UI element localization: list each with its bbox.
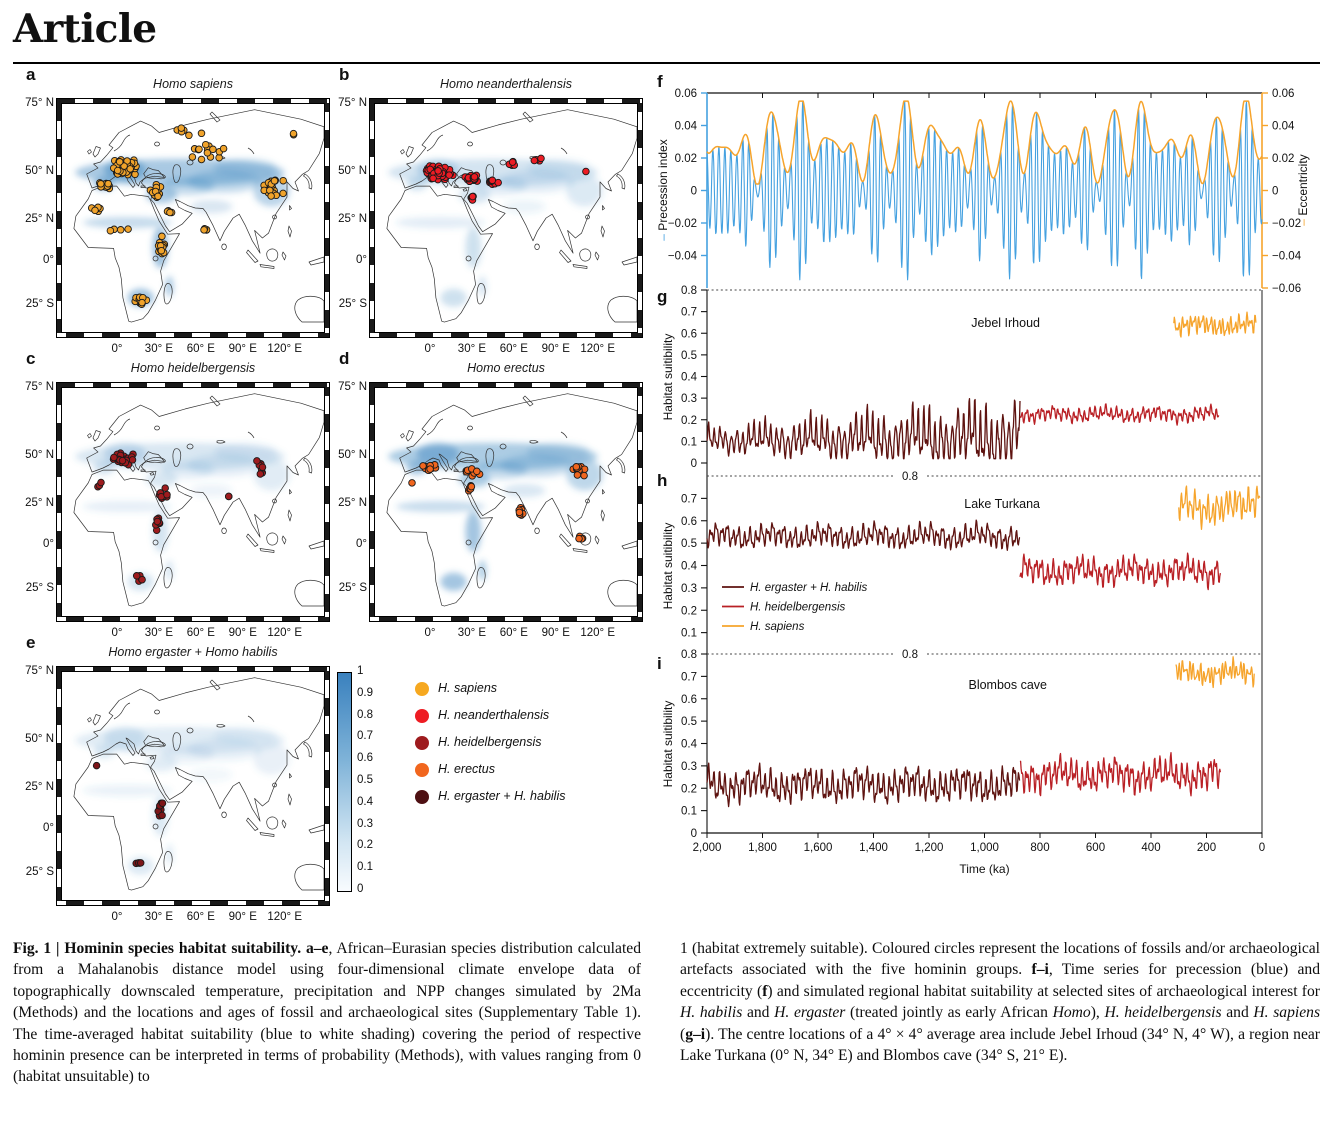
lat-tick-label: 25° N (25, 781, 54, 794)
fossil-dot (178, 125, 185, 132)
fossil-dot (159, 800, 166, 807)
inland-seas (114, 135, 254, 261)
lon-tick-label: 90° E (228, 911, 257, 923)
fossil-dot (271, 178, 278, 185)
lon-tick-label: 120° E (267, 911, 303, 923)
y-axis-title-g: Habitat suitibility (661, 333, 675, 421)
lat-tick-label: 0° (43, 822, 54, 835)
fossil-dot (125, 226, 132, 233)
lat-tick-label: 75° N (25, 97, 54, 109)
site-label-g: Jebel Irhoud (971, 316, 1040, 330)
caption-run: H. heidelbergensis (1104, 1004, 1222, 1022)
y-tick-label: 0 (690, 828, 697, 840)
fossil-dot (93, 762, 100, 769)
series-h-h-sapiens (1179, 486, 1260, 529)
map-frame-b (369, 98, 643, 338)
legend-species-dot (415, 709, 429, 723)
time-tick-label: 1,200 (914, 842, 944, 854)
map-panel-letter-d: d (339, 349, 350, 368)
y-tick-label: 0.5 (681, 716, 697, 729)
y-axis-title-h: Habitat suitibility (661, 522, 675, 610)
lat-tick-label: 75° N (338, 97, 367, 109)
map-a (61, 103, 325, 333)
fossil-dot (489, 177, 496, 184)
fossil-dot (164, 491, 171, 498)
fossil-dot (581, 472, 588, 479)
fossil-dot (290, 130, 297, 137)
lon-tick-label: 90° E (541, 627, 570, 639)
fossil-dot (155, 193, 162, 200)
fossil-dot (189, 154, 196, 161)
f-right-tick-label: 0.06 (1272, 88, 1295, 100)
fossil-dot (409, 480, 416, 487)
f-right-tick-label: 0.04 (1272, 120, 1295, 133)
inland-seas (114, 419, 254, 545)
lon-tick-label: 60° E (186, 343, 215, 355)
fossil-dot (257, 471, 264, 478)
map-panel-letter-b: b (339, 65, 350, 84)
colorbar-tick-label: 0.1 (357, 861, 373, 874)
y-tick-label: 0.6 (681, 515, 697, 528)
fossil-dot (446, 172, 453, 179)
fossil-dot (107, 227, 114, 234)
caption-right-column (680, 938, 1320, 1066)
caption-run: Fig. 1 | Hominin species habitat suitability. (13, 940, 306, 957)
y-tick-label: 0.8 (681, 285, 697, 297)
y-tick-label: 0.6 (681, 693, 697, 706)
fossil-dot (198, 156, 205, 163)
lon-tick-label: 90° E (228, 627, 257, 639)
lon-tick-label: 30° E (144, 911, 174, 923)
lon-tick-label: 120° E (580, 343, 616, 355)
inland-seas (427, 419, 567, 545)
colorbar-tick-label: 0.4 (357, 795, 373, 808)
f-left-tick-label: 0 (690, 185, 697, 198)
legend-species-dot (415, 790, 429, 804)
time-tick-label: 1,400 (859, 842, 888, 854)
colorbar-tick-label: 0.7 (357, 730, 373, 743)
fossil-dot (220, 145, 227, 152)
lon-tick-label: 0° (424, 343, 436, 355)
time-axis-title: Time (ka) (959, 862, 1010, 876)
caption-run: f (762, 982, 768, 1000)
fossil-dot (127, 166, 134, 173)
lon-tick-label: 30° E (144, 627, 174, 639)
fossil-dot (196, 146, 203, 153)
fossil-dot (114, 167, 121, 174)
y-tick-label: 0.5 (681, 538, 697, 551)
time-tick-label: 1,000 (970, 842, 999, 854)
map-b (374, 103, 638, 333)
fossil-dot (98, 479, 105, 486)
series-h-h-heidelbergensis (1020, 553, 1220, 590)
colorbar-tick-label: 1 (357, 665, 364, 677)
caption-run: , African–Eurasian species distribution calculated from a Mahalanobis distance model using four-dimensional climate envelope data of topographically downscaled temperature, precipitation and NPP changes simulated by 2Ma (Methods) and the locations and ages of fossil and archaeological sites (Supplementary Table 1). The time-averaged habitat suitability (blue to white shading) covering the period of respective hominin presence can be interpreted in terms of probability (Methods), with values ranging from 0 (habitat unsuitable) to (13, 940, 641, 1086)
fossil-dot (98, 181, 105, 188)
f-right-tick-label: −0.02 (1272, 218, 1302, 230)
map-panel-letter-e: e (26, 633, 36, 652)
time-tick-label: 2,000 (692, 842, 722, 854)
series-g-h-sapiens (1174, 312, 1256, 337)
caption-run: 1 (habitat extremely suitable). Coloured circles represent the locations of fossils and/or archaeological artefacts associated with the five hominin groups. (680, 940, 1320, 979)
fossil-dot (154, 518, 161, 525)
map-frame-d (369, 382, 643, 622)
fossil-dot (225, 493, 232, 500)
colorbar-tick-label: 0.3 (357, 817, 373, 830)
caption-run: ). The centre locations of a 4° × 4° average area include Jebel Irhoud (34° N, 4° W), a region near Lake Turkana (0° N, 34° E) and Blombos cave (34° S, 21° E). (680, 1025, 1320, 1065)
fossil-dot (111, 454, 118, 461)
y-tick-label: 0 (690, 458, 697, 470)
fossil-dot (129, 457, 136, 464)
y-tick-label: 0.1 (681, 805, 697, 818)
f-left-tick-label: 0.06 (674, 88, 697, 100)
fossil-dot (133, 573, 140, 580)
time-tick-label: 1,600 (803, 842, 833, 854)
fossil-dot (202, 141, 209, 148)
caption-run: ( (680, 1025, 686, 1043)
colorbar-gradient (337, 672, 352, 892)
map-panel-letter-a: a (26, 65, 36, 84)
lon-tick-label: 0° (111, 627, 123, 639)
legend-species-dot (415, 682, 429, 696)
lon-tick-label: 120° E (580, 627, 616, 639)
legend-species-dot (415, 736, 429, 750)
lon-tick-label: 90° E (228, 343, 257, 355)
map-title-d: Homo erectus (467, 361, 545, 375)
fossil-dot (119, 457, 126, 464)
map-e (61, 671, 325, 901)
fossil-dot (254, 458, 261, 465)
legend-species-label: H. erectus (438, 762, 495, 776)
lat-tick-label: 0° (356, 538, 367, 551)
fossil-dot (162, 485, 169, 492)
series-precession (707, 101, 1262, 280)
fossil-dot (259, 464, 266, 471)
lat-tick-label: 25° S (338, 297, 367, 310)
f-right-tick-label: −0.04 (1272, 250, 1302, 263)
time-tick-label: 400 (1141, 842, 1161, 854)
map-title-c: Homo heidelbergensis (130, 361, 256, 375)
f-left-tick-label: −0.02 (667, 218, 697, 230)
fossil-dot (159, 233, 166, 240)
lon-tick-label: 120° E (267, 627, 303, 639)
panel-letter-i: i (657, 654, 662, 673)
caption-run: ), (1090, 1004, 1105, 1022)
f-right-tick-label: 0.02 (1272, 153, 1295, 165)
fossil-dot (117, 227, 124, 234)
caption-run: Homo (1052, 1004, 1091, 1022)
lat-tick-label: 25° N (25, 213, 54, 226)
caption-left-column (13, 938, 641, 1088)
y-tick-label: 0.1 (681, 436, 697, 449)
caption-run: ) and simulated regional habitat suitability at selected sites of archaeological interest for (767, 982, 1320, 1000)
fossil-site-dots (88, 125, 297, 308)
h-legend-label: H. sapiens (750, 621, 805, 633)
fossil-dot (427, 466, 434, 473)
lon-tick-label: 0° (111, 911, 123, 923)
colorbar-tick-label: 0.8 (357, 708, 373, 721)
y-tick-label: 0.3 (681, 582, 697, 595)
time-tick-label: 200 (1196, 842, 1217, 854)
series-g-h-heidelbergensis (1020, 404, 1219, 425)
fossil-dot (573, 464, 580, 471)
lat-tick-label: 75° N (338, 381, 367, 393)
lat-tick-label: 25° S (25, 297, 54, 310)
fossil-dot (509, 159, 516, 166)
lat-tick-label: 75° N (25, 665, 54, 677)
lat-tick-label: 25° S (25, 865, 54, 878)
panel-letter-f: f (657, 72, 663, 91)
y-tick-label: 0.7 (681, 306, 697, 319)
fossil-dot (167, 209, 174, 216)
legend-species-label: H. heidelbergensis (438, 735, 542, 749)
lon-tick-label: 0° (424, 627, 436, 639)
time-tick-label: 0 (1258, 842, 1266, 854)
fossil-dot (576, 535, 583, 542)
lat-tick-label: 50° N (25, 165, 54, 178)
lat-tick-label: 25° N (25, 497, 54, 510)
f-left-tick-label: 0.02 (674, 153, 697, 165)
colorbar-tick-label: 0.6 (357, 752, 373, 765)
lat-tick-label: 50° N (338, 449, 367, 462)
caption-run: f–i (1031, 961, 1049, 979)
fossil-dot (139, 299, 146, 306)
fossil-dot (280, 190, 287, 197)
lon-tick-label: 60° E (499, 627, 528, 639)
y-tick-label: 0.3 (681, 760, 697, 773)
fossil-dot (420, 463, 427, 470)
caption-run: H. habilis (680, 1004, 743, 1022)
lon-tick-label: 60° E (186, 911, 215, 923)
map-title-e: Homo ergaster + Homo habilis (108, 645, 278, 659)
time-tick-label: 800 (1030, 842, 1050, 854)
map-frame-a (56, 98, 330, 338)
map-panel-letter-c: c (26, 349, 36, 368)
y-tick-label: 0.4 (681, 371, 697, 384)
y-tick-label: 0.4 (681, 738, 697, 751)
lon-tick-label: 60° E (186, 627, 215, 639)
legend-species-label: H. ergaster + H. habilis (438, 789, 566, 803)
lon-tick-label: 30° E (457, 343, 487, 355)
f-left-tick-label: −0.04 (667, 250, 697, 263)
inland-seas (427, 135, 567, 261)
lon-tick-label: 120° E (267, 343, 303, 355)
f-left-tick-label: 0.04 (674, 120, 697, 133)
lat-tick-label: 75° N (25, 381, 54, 393)
fossil-dot (474, 468, 481, 475)
h-legend-label: H. ergaster + H. habilis (750, 582, 868, 594)
time-tick-label: 600 (1085, 842, 1106, 854)
caption-run: H. sapiens (1253, 1004, 1321, 1022)
fossil-dot (198, 130, 205, 137)
h-legend-label: H. heidelbergensis (750, 601, 846, 614)
y-tick-label: 0.7 (681, 493, 697, 506)
y-tick-label: 0.1 (681, 627, 697, 640)
fossil-dot (116, 159, 123, 166)
fossil-dot (186, 132, 193, 139)
fossil-dot (531, 157, 538, 164)
lat-tick-label: 0° (356, 254, 367, 267)
threshold-inline-label: 0.8 (902, 649, 918, 661)
colorbar-tick-label: 0.5 (357, 774, 373, 786)
map-title-b: Homo neanderthalensis (439, 77, 573, 91)
series-g-h-ergaster-h-habilis (707, 399, 1020, 459)
lat-tick-label: 25° N (338, 213, 367, 226)
legend-species-label: H. neanderthalensis (438, 708, 550, 722)
lat-tick-label: 50° N (25, 733, 54, 746)
caption-run: and (1221, 1004, 1254, 1022)
caption-run: H. ergaster (774, 1004, 846, 1022)
y-tick-label: 0.2 (681, 414, 697, 427)
fossil-dot (538, 155, 545, 162)
fossil-dot (92, 207, 99, 214)
map-title-a: Homo sapiens (153, 77, 233, 91)
time-tick-label: 1,800 (748, 842, 777, 854)
lat-tick-label: 25° N (338, 497, 367, 510)
colorbar-tick-label: 0.2 (357, 839, 373, 852)
lon-tick-label: 60° E (499, 343, 528, 355)
fossil-dot (471, 174, 478, 181)
series-i-h-ergaster-h-habilis (707, 763, 1020, 806)
y-tick-label: 0.7 (681, 671, 697, 684)
series-i-h-heidelbergensis (1020, 753, 1220, 796)
inland-seas (114, 703, 254, 829)
f-left-axis-title: – Precession index (656, 139, 670, 241)
fossil-dot (469, 193, 476, 200)
lon-tick-label: 30° E (144, 343, 174, 355)
y-tick-label: 0.3 (681, 393, 697, 406)
article-header: Article (13, 6, 157, 52)
fossil-dot (159, 812, 166, 819)
lat-tick-label: 50° N (25, 449, 54, 462)
f-right-tick-label: −0.06 (1272, 283, 1302, 295)
fossil-dot (516, 509, 523, 516)
fossil-dot (430, 175, 437, 182)
y-tick-label: 0.6 (681, 328, 697, 341)
time-series-charts (640, 60, 1333, 910)
map-frame-e (56, 666, 330, 906)
site-label-h: Lake Turkana (964, 497, 1040, 511)
fossil-dot (574, 472, 581, 479)
lat-tick-label: 25° S (338, 581, 367, 594)
lat-tick-label: 0° (43, 254, 54, 267)
habitat-shading (75, 727, 290, 875)
y-tick-label: 0.5 (681, 349, 697, 362)
series-i-h-sapiens (1176, 657, 1254, 688)
fossil-dot (210, 146, 217, 153)
colorbar-tick-label: 0.9 (357, 686, 373, 699)
legend-species-label: H. sapiens (438, 681, 498, 695)
map-c (61, 387, 325, 617)
caption-run: a–e (305, 940, 329, 957)
lat-tick-label: 0° (43, 538, 54, 551)
f-right-tick-label: 0 (1272, 185, 1279, 198)
fossil-dot (583, 168, 590, 175)
f-right-axis-title: – Eccentricity (1296, 154, 1310, 226)
fossil-dot (105, 180, 112, 187)
caption-run: , Time series for precession (blue) and eccentricity ( (680, 961, 1320, 1000)
fossil-dot (137, 860, 144, 867)
panel-letter-g: g (657, 287, 668, 306)
site-label-i: Blombos cave (968, 678, 1047, 692)
y-tick-label: 0.8 (681, 649, 697, 661)
legend-species-dot (415, 763, 429, 777)
caption-run: g–i (685, 1025, 706, 1043)
fossil-dot (280, 177, 287, 184)
caption-run: and (742, 1004, 775, 1022)
lat-tick-label: 25° S (25, 581, 54, 594)
lon-tick-label: 30° E (457, 627, 487, 639)
y-tick-label: 0.2 (681, 783, 697, 796)
caption-run: (treated jointly as early African (845, 1004, 1053, 1022)
map-frame-c (56, 382, 330, 622)
colorbar-tick-label: 0 (357, 883, 364, 895)
y-axis-title-i: Habitat suitibility (661, 700, 675, 788)
y-tick-label: 0.2 (681, 605, 697, 618)
map-d (374, 387, 638, 617)
panel-letter-h: h (657, 471, 668, 490)
lon-tick-label: 90° E (541, 343, 570, 355)
series-h-h-ergaster-h-habilis (707, 520, 1020, 550)
fossil-dot (158, 247, 165, 254)
lon-tick-label: 0° (111, 343, 123, 355)
fossil-dot (435, 168, 442, 175)
fossil-dot (468, 483, 475, 490)
threshold-inline-label: 0.8 (902, 471, 918, 483)
fossil-dot (201, 227, 208, 234)
y-tick-label: 0.4 (681, 560, 697, 573)
fossil-dot (268, 193, 275, 200)
lat-tick-label: 50° N (338, 165, 367, 178)
